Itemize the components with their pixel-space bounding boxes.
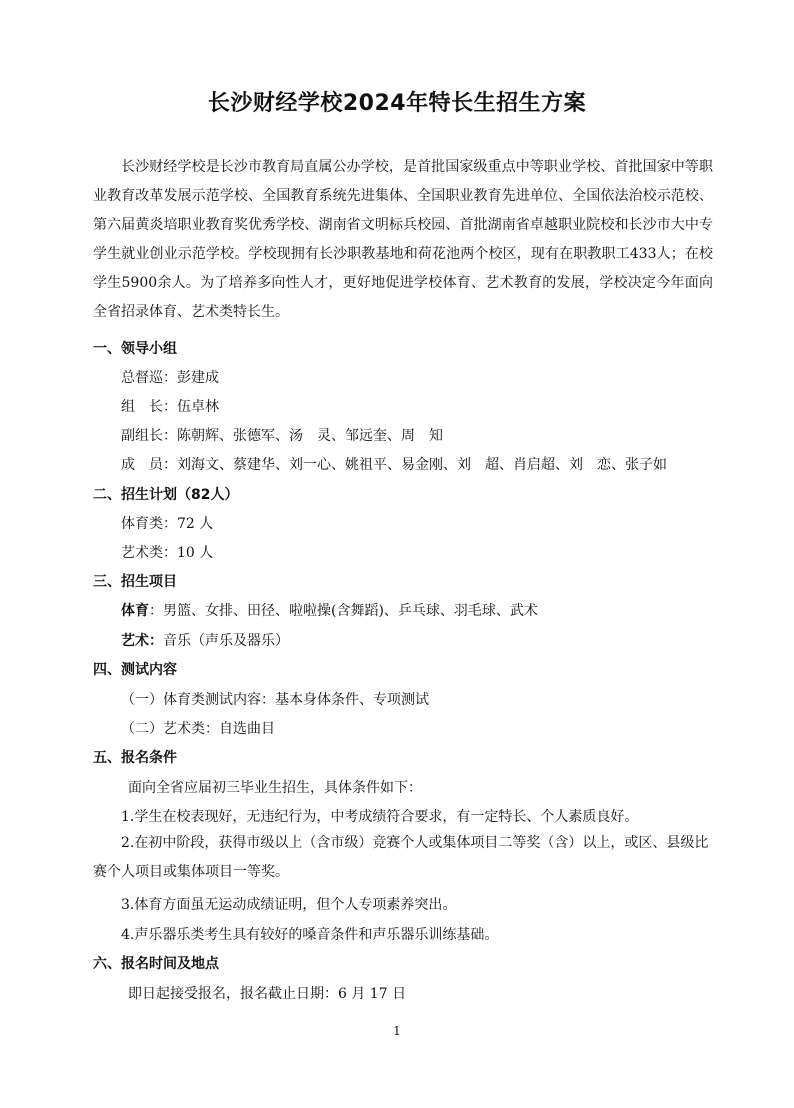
section-heading-test: 四、测试内容: [93, 662, 177, 678]
projects-sports-line: [121, 600, 538, 620]
registration-line: 即日起接受报名，报名截止日期：6 月 17 日: [128, 986, 407, 1002]
leadership-line: 成 员：刘海文、蔡建华、刘一心、姚祖平、易金刚、刘 超、肖启超、刘 恋、张子如: [121, 457, 667, 473]
intro-paragraph: 长沙财经学校是长沙市教育局直属公办学校，是首批国家级重点中等职业学校、首批国家中等职业教育改革发展示范学校、全国教育系统先进集体、全国职业教育先进单位、全国依法治校示范校、第六届黄炎培职业教育奖优秀学校、湖南省文明标兵校园、首批湖南省卓越职业院校和长沙市大中专学生就业创业示范学校。学校现拥有长沙职教基地和荷花池两个校区，现有在职教职工433人；在校学生5900余人。为了培养多向性人才，更好地促进学校体育、艺术教育的发展，学校决定今年面向全省招录体育、艺术类特长生。: [93, 159, 713, 320]
section-heading-plan: 二、招生计划（82人）: [93, 487, 239, 503]
sports-label: 体育: [121, 603, 149, 619]
condition-item: 4.声乐器乐类考生具有较好的嗓音条件和声乐器乐训练基础。: [121, 927, 499, 943]
condition-item: 2.在初中阶段，获得市级以上（含市级）竞赛个人或集体项目二等奖（含）以上，或区、县级比赛个人项目或集体项目一等奖。: [93, 835, 709, 880]
section-heading-registration: 六、报名时间及地点: [93, 956, 219, 972]
arts-label: 艺术：: [121, 633, 163, 649]
leadership-line: 总督巡：彭建成: [121, 370, 219, 386]
document-title: 长沙财经学校2024年特长生招生方案: [207, 91, 587, 116]
test-line: （一）体育类测试内容：基本身体条件、专项测试: [121, 692, 429, 708]
condition-item: 3.体育方面虽无运动成绩证明，但个人专项素养突出。: [121, 897, 457, 913]
projects-arts-line: [121, 630, 289, 650]
arts-text: 音乐（声乐及器乐）: [163, 633, 289, 649]
plan-line: 艺术类：10 人: [121, 545, 214, 561]
plan-line: 体育类：72 人: [121, 516, 214, 532]
condition-item: 1.学生在校表现好，无违纪行为，中考成绩符合要求，有一定特长、个人素质良好。: [121, 809, 639, 825]
leadership-line: 副组长：陈朝辉、张德军、汤 灵、邹远奎、周 知: [121, 428, 443, 444]
section-heading-leadership: 一、领导小组: [93, 341, 177, 357]
page-number: 1: [393, 1024, 401, 1038]
section-heading-conditions: 五、报名条件: [93, 750, 177, 766]
test-line: （二）艺术类：自选曲目: [121, 721, 275, 737]
conditions-lead: 面向全省应届初三毕业生招生，具体条件如下：: [128, 780, 422, 796]
leadership-line: 组 长：伍卓林: [121, 399, 219, 415]
sports-text: ：男篮、女排、田径、啦啦操(含舞蹈)、乒乓球、羽毛球、武术: [149, 603, 538, 619]
section-heading-projects: 三、招生项目: [93, 574, 177, 590]
